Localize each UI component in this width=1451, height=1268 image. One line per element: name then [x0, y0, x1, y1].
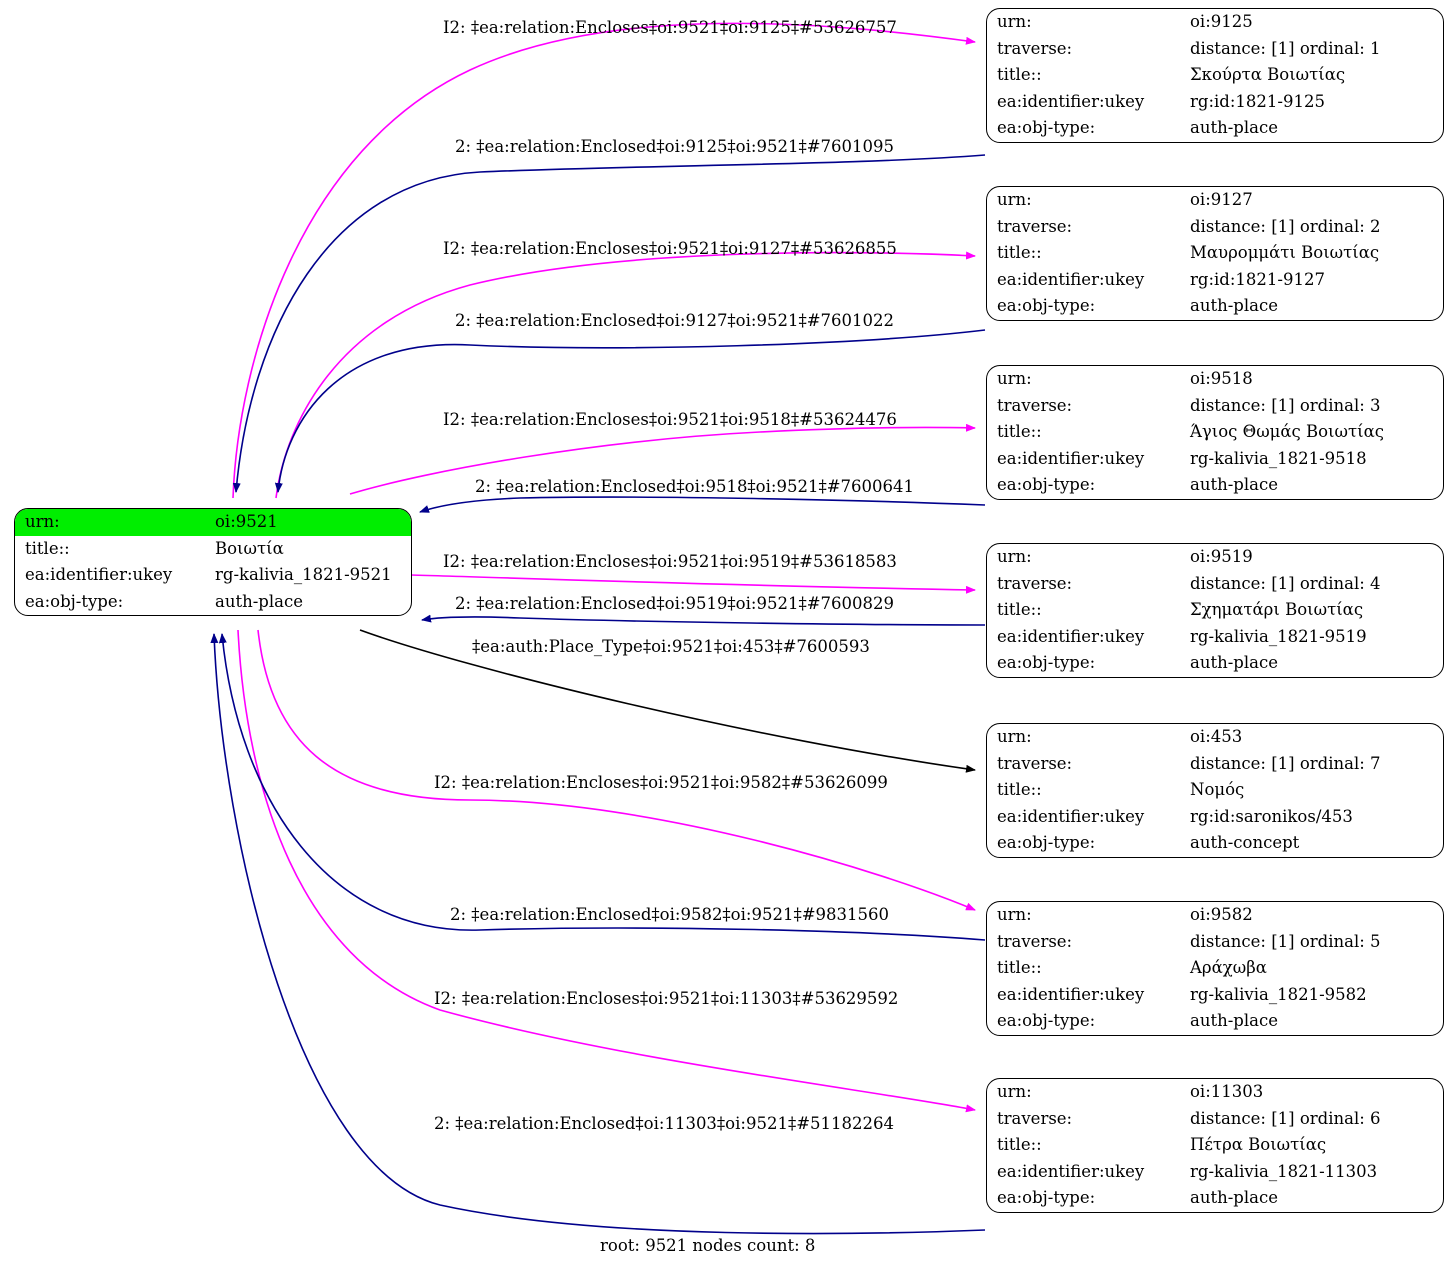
node-key: ea:identifier:ukey — [997, 984, 1145, 1004]
node-key: urn: — [997, 727, 1032, 746]
node-row — [987, 393, 1443, 420]
node-9582[interactable] — [986, 901, 1444, 1036]
node-row — [987, 1132, 1443, 1159]
edge-enclosed-9519 — [422, 617, 985, 625]
node-value: distance: [1] ordinal: 5 — [1190, 931, 1381, 951]
edge-label-encloses-9518: I2: ‡ea:relation:Encloses‡oi:9521‡oi:9518‡#53624476 — [443, 410, 897, 429]
node-key: title:: — [997, 1135, 1042, 1154]
node-key: title:: — [997, 422, 1042, 441]
node-row — [987, 267, 1443, 294]
node-value: rg:id:1821-9125 — [1190, 91, 1325, 111]
node-row — [987, 1008, 1443, 1035]
node-value: oi:9127 — [1190, 190, 1253, 209]
node-row — [987, 804, 1443, 831]
node-key: traverse: — [997, 573, 1073, 593]
node-key: ea:identifier:ukey — [997, 806, 1145, 826]
node-key: ea:identifier:ukey — [997, 1161, 1145, 1181]
node-key: urn: — [997, 12, 1032, 31]
edge-label-encloses-9519: I2: ‡ea:relation:Encloses‡oi:9521‡oi:9519‡#53618583 — [443, 552, 897, 571]
node-key: title:: — [997, 600, 1042, 619]
node-row — [987, 1185, 1443, 1212]
node-9127[interactable] — [986, 186, 1444, 321]
node-key: traverse: — [997, 931, 1073, 951]
edge-encloses-11303 — [238, 630, 975, 1110]
node-row — [15, 589, 411, 616]
node-row — [987, 446, 1443, 473]
node-value: distance: [1] ordinal: 1 — [1190, 38, 1381, 58]
node-key: ea:identifier:ukey — [997, 626, 1145, 646]
node-row — [987, 62, 1443, 89]
node-key: ea:identifier:ukey — [25, 565, 173, 584]
node-value: Πέτρα Βοιωτίας — [1190, 1135, 1327, 1154]
node-row — [987, 650, 1443, 677]
node-key: urn: — [997, 905, 1032, 924]
node-row — [15, 562, 411, 589]
node-row — [987, 982, 1443, 1009]
node-row — [987, 36, 1443, 63]
graph-footer: root: 9521 nodes count: 8 — [600, 1236, 816, 1255]
node-value: rg-kalivia_1821-9519 — [1190, 626, 1367, 646]
node-value: Άγιος Θωμάς Βοιωτίας — [1190, 422, 1384, 441]
node-value: oi:9125 — [1190, 12, 1253, 31]
edge-encloses-9582 — [258, 630, 975, 910]
node-9125[interactable] — [986, 8, 1444, 143]
node-key: ea:obj-type: — [997, 296, 1096, 315]
node-key: urn: — [997, 369, 1032, 388]
node-key: title:: — [997, 243, 1042, 262]
root-node-9521[interactable] — [14, 508, 412, 616]
node-value: rg:id:1821-9127 — [1190, 269, 1325, 289]
node-key: title:: — [997, 780, 1042, 799]
node-key: title:: — [997, 958, 1042, 977]
edge-encloses-9127 — [276, 253, 975, 498]
node-row — [987, 929, 1443, 956]
node-row — [987, 240, 1443, 267]
node-value: rg:id:saronikos/453 — [1190, 806, 1353, 826]
node-key: traverse: — [997, 395, 1073, 415]
node-value: rg-kalivia_1821-11303 — [1190, 1161, 1378, 1181]
node-key: traverse: — [997, 753, 1073, 773]
node-row — [987, 624, 1443, 651]
node-key: traverse: — [997, 38, 1073, 58]
edge-label-enclosed-9127: 2: ‡ea:relation:Enclosed‡oi:9127‡oi:9521‡#7601022 — [455, 311, 895, 330]
node-key: urn: — [997, 1082, 1032, 1101]
node-row — [987, 1106, 1443, 1133]
node-value: auth-concept — [1190, 833, 1300, 852]
edge-label-enclosed-9519: 2: ‡ea:relation:Enclosed‡oi:9519‡oi:9521‡#7600829 — [455, 594, 895, 613]
node-value: auth-place — [1190, 475, 1278, 494]
node-row — [15, 509, 411, 536]
node-value: rg-kalivia_1821-9582 — [1190, 984, 1367, 1004]
node-value: Μαυρομμάτι Βοιωτίας — [1190, 243, 1380, 262]
node-value: rg-kalivia_1821-9521 — [215, 565, 392, 584]
edge-label-encloses-9582: I2: ‡ea:relation:Encloses‡oi:9521‡oi:9582‡#53626099 — [434, 773, 888, 792]
node-value: oi:11303 — [1190, 1082, 1264, 1101]
node-value: distance: [1] ordinal: 4 — [1190, 573, 1381, 593]
node-9518[interactable] — [986, 365, 1444, 500]
edge-label-enclosed-11303: 2: ‡ea:relation:Enclosed‡oi:11303‡oi:9521‡#51182264 — [434, 1114, 895, 1133]
node-row — [987, 571, 1443, 598]
node-row — [987, 544, 1443, 571]
node-value: Σκούρτα Βοιωτίας — [1190, 65, 1346, 84]
node-key: ea:obj-type: — [997, 475, 1096, 494]
node-key: urn: — [15, 509, 205, 536]
node-11303[interactable] — [986, 1078, 1444, 1213]
node-row — [987, 902, 1443, 929]
edge-label-enclosed-9582: 2: ‡ea:relation:Enclosed‡oi:9582‡oi:9521‡#9831560 — [450, 905, 890, 924]
node-value: Βοιωτία — [215, 538, 284, 558]
node-key: ea:obj-type: — [997, 1011, 1096, 1030]
node-key: ea:obj-type: — [997, 653, 1096, 672]
edge-label-encloses-9125: I2: ‡ea:relation:Encloses‡oi:9521‡oi:9125‡#53626757 — [443, 18, 897, 37]
node-value: auth-place — [215, 591, 303, 611]
node-value: Σχηματάρι Βοιωτίας — [1190, 600, 1364, 619]
node-value: Αράχωβα — [1190, 958, 1267, 977]
node-key: traverse: — [997, 216, 1073, 236]
node-key: title:: — [25, 538, 70, 558]
edge-label-encloses-9127: I2: ‡ea:relation:Encloses‡oi:9521‡oi:9127‡#53626855 — [443, 239, 897, 258]
node-value: distance: [1] ordinal: 2 — [1190, 216, 1381, 236]
node-key: ea:obj-type: — [997, 1188, 1096, 1207]
node-value: auth-place — [1190, 296, 1278, 315]
node-key: title:: — [997, 65, 1042, 84]
edge-enclosed-11303 — [214, 634, 985, 1234]
edge-label-place-type-453: ‡ea:auth:Place_Type‡oi:9521‡oi:453‡#7600593 — [472, 637, 870, 656]
node-key: ea:obj-type: — [997, 833, 1096, 852]
node-row — [987, 419, 1443, 446]
node-key: ea:obj-type: — [25, 591, 124, 611]
node-9519[interactable] — [986, 543, 1444, 678]
node-row — [987, 472, 1443, 499]
node-row — [987, 724, 1443, 751]
node-row — [987, 89, 1443, 116]
node-value: oi:9582 — [1190, 905, 1253, 924]
node-row — [987, 366, 1443, 393]
node-value: auth-place — [1190, 1011, 1278, 1030]
node-row — [987, 214, 1443, 241]
node-row — [987, 751, 1443, 778]
node-key: ea:identifier:ukey — [997, 448, 1145, 468]
node-row — [987, 955, 1443, 982]
node-key: ea:identifier:ukey — [997, 91, 1145, 111]
node-value: rg-kalivia_1821-9518 — [1190, 448, 1367, 468]
node-value: distance: [1] ordinal: 3 — [1190, 395, 1381, 415]
node-row — [987, 115, 1443, 142]
node-value: oi:453 — [1190, 727, 1243, 746]
node-453[interactable] — [986, 723, 1444, 858]
node-key: traverse: — [997, 1108, 1073, 1128]
node-value: auth-place — [1190, 118, 1278, 137]
node-value: distance: [1] ordinal: 6 — [1190, 1108, 1381, 1128]
edge-encloses-9519 — [411, 575, 975, 590]
node-row — [987, 597, 1443, 624]
node-row — [15, 536, 411, 563]
node-row — [987, 1079, 1443, 1106]
node-key: ea:obj-type: — [997, 118, 1096, 137]
node-row — [987, 830, 1443, 857]
node-value: auth-place — [1190, 653, 1278, 672]
node-row — [987, 293, 1443, 320]
node-row — [987, 1159, 1443, 1186]
node-value: auth-place — [1190, 1188, 1278, 1207]
node-value: oi:9519 — [1190, 547, 1253, 566]
edge-label-encloses-11303: I2: ‡ea:relation:Encloses‡oi:9521‡oi:11303‡#53629592 — [434, 989, 899, 1008]
node-value: oi:9518 — [1190, 369, 1253, 388]
node-row — [987, 187, 1443, 214]
node-value: Νομός — [1190, 780, 1245, 799]
node-row — [987, 777, 1443, 804]
node-value: oi:9521 — [205, 509, 411, 536]
node-key: urn: — [997, 547, 1032, 566]
node-key: ea:identifier:ukey — [997, 269, 1145, 289]
node-key: urn: — [997, 190, 1032, 209]
edge-label-enclosed-9518: 2: ‡ea:relation:Enclosed‡oi:9518‡oi:9521‡#7600641 — [475, 477, 915, 496]
edge-label-enclosed-9125: 2: ‡ea:relation:Enclosed‡oi:9125‡oi:9521‡#7601095 — [455, 137, 895, 156]
edge-enclosed-9518 — [420, 497, 985, 512]
node-row — [987, 9, 1443, 36]
node-value: distance: [1] ordinal: 7 — [1190, 753, 1381, 773]
